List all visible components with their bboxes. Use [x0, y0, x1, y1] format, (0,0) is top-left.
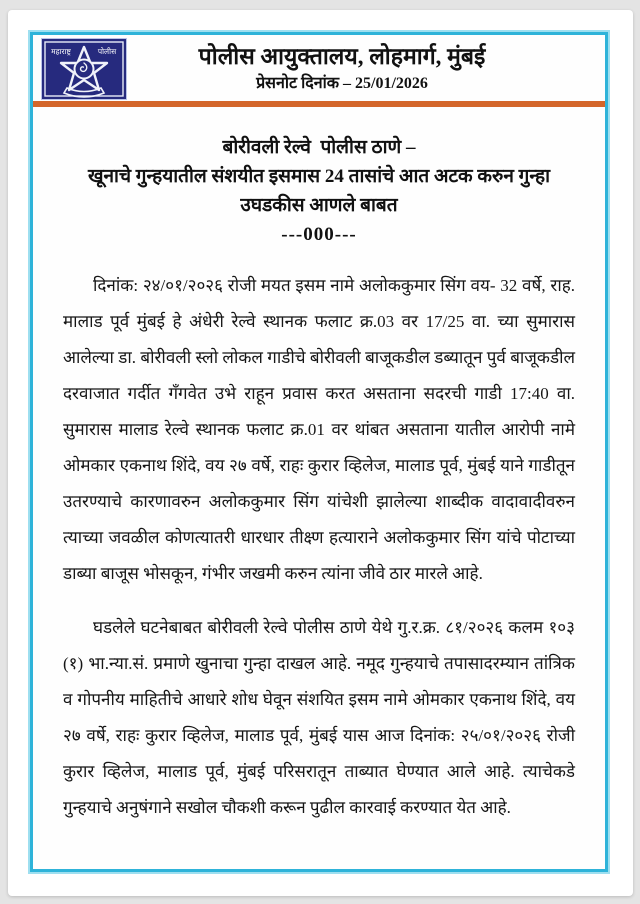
- notice-title-line-2: खूनाचे गुन्हयातील संशयीत इसमास 24 तासांचे आत अटक करुन गुन्हा: [87, 166, 551, 187]
- zero-separator: ---000---: [281, 224, 357, 245]
- logo-text-right: पोलीस: [97, 46, 117, 56]
- notice-title-line-3: उघडकीस आणले बाबत: [240, 195, 398, 216]
- logo-text-left: महाराष्ट्र: [51, 46, 71, 56]
- paragraph-case-and-arrest: घडलेले घटनेबाबत बोरीवली रेल्वे पोलीस ठाणे येथे गु.र.क्र. ८१/२०२६ कलम १०३ (१) भा.न्या.सं. प्रमाणे खुनाचा गुन्हा दाखल आहे. नमूद गुन्हयाचे तपासादरम्यान तांत्रिक व गोपनीय माहितीचे आधारे शोध घेवून संशयित इसम नामे ओमकार एकनाथ शिंदे, वय २७ वर्षे, राहः कुरार व्हिलेज, मालाड पूर्व, मुंबई यास आज दिनांक: २५/०१/२०२६ रोजी कुरार व्हिलेज, मालाड पूर्व, मुंबई परिसरातून ताब्यात घेण्यात आले आहे. त्याचेकडे गुन्हयाचे अनुषंगाने सखोल चौकशी करून पुढील कारवाई करण्यात येत आहे.: [63, 618, 575, 817]
- letterhead-text: [127, 43, 597, 94]
- maharashtra-police-logo: [41, 38, 127, 100]
- paragraph-incident-details: दिनांक: २४/०१/२०२६ रोजी मयत इसम नामे अलोककुमार सिंग वय- 32 वर्षे, राह. मालाड पूर्व मुंबई हे अंधेरी रेल्वे स्थानक फलाट क्र.03 वर 17/25 वा. च्या सुमारास आलेल्या डा. बोरीवली स्लो लोकल गाडीचे बोरीवली बाजूकडील डब्यातून पुर्व बाजूकडील दरवाजात गर्दीत गँगवेत उभे राहून प्रवास करत असताना सदरची गाडी 17:40 वा. सुमारास मालाड रेल्वे स्थानक फलाट क्र.01 वर थांबत असताना यातील आरोपी नामे ओमकार एकनाथ शिंदे, वय २७ वर्षे, राहः कुरार व्हिलेज, मालाड पूर्व, मुंबई याने गाडीतून उतरण्याचे कारणावरुन अलोककुमार सिंग यांचेशी झालेल्या शाब्दीक वादावादीवरुन त्याच्या जवळील कोणत्यातरी धारधार तीक्ष्ण हत्याराने अलोककुमार सिंग यांचे पोटाच्या डाब्या बाजूस भोसकून, गंभीर जखमी करुन त्यांना जीवे ठार मारले आहे.: [63, 276, 575, 583]
- document-page: [8, 10, 633, 896]
- notice-title-line-1: बोरीवली रेल्वे पोलीस ठाणे –: [222, 137, 416, 158]
- notice-title: [63, 133, 575, 220]
- cyan-border-frame: [30, 32, 608, 872]
- notice-body: [33, 133, 605, 826]
- office-title: पोलीस आयुक्तालय, लोहमार्ग, मुंबई: [198, 44, 486, 69]
- police-emblem-icon: [41, 38, 127, 100]
- orange-divider: [33, 101, 605, 107]
- pressnote-date-line: प्रेसनोट दिनांक – 25/01/2026: [256, 75, 428, 92]
- letterhead: [33, 35, 605, 101]
